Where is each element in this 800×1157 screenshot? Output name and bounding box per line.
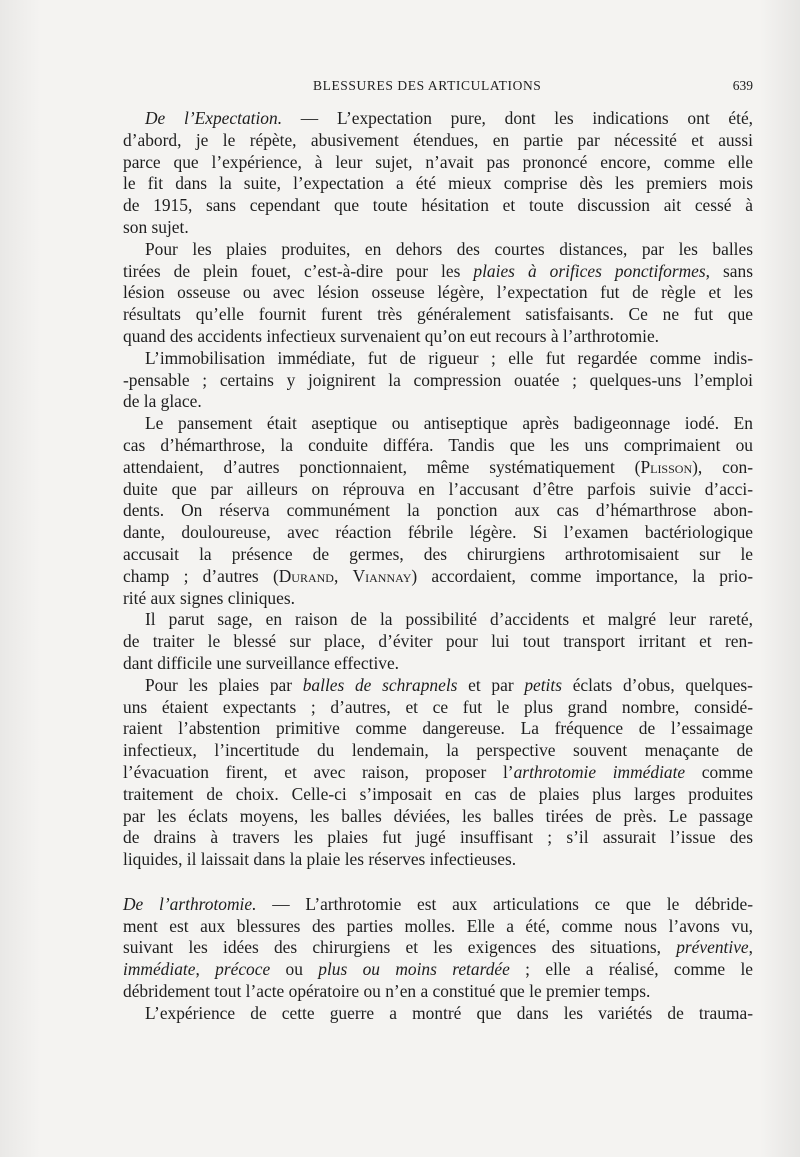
text-line: De l’Expectation. — L’expectation pure, dont les indications ont été,: [145, 108, 754, 128]
text-line: résultats qu’elle fournit furent très généralement satisfaisants. Ce ne fut que: [123, 304, 753, 325]
text-line: ment est aux blessures des parties molles. Elle a été, comme nous l’avons vu,: [123, 915, 753, 936]
section-heading-arthrotomie: De l’arthrotomie.: [123, 893, 257, 914]
text-line: quand des accidents infectieux survenaient qu’on eut recours à l’arthrotomie.: [123, 325, 660, 346]
text-line: dents. On réserva communément la ponction aux cas d’hémarthrose abon-: [123, 500, 753, 521]
page-number: 639: [732, 78, 753, 93]
emphasis: plaies à orifices ponctiformes: [473, 260, 706, 281]
text-line: L’expérience de cette guerre a montré que dans les variétés de trauma-: [145, 1002, 753, 1023]
text-line: de 1915, sans cependant que toute hésitation et toute discussion ait cessé à: [123, 195, 753, 216]
text-line: uns étaient expectants ; d’autres, et ce fut le plus grand nombre, considé-: [123, 696, 753, 717]
text-line: De l’arthrotomie. — L’arthrotomie est aux articulations ce que le débride-: [123, 893, 753, 914]
text-line: accusait la présence de germes, des chirurgiens arthrotomisaient sur le: [123, 543, 753, 564]
emphasis: préventive: [676, 937, 749, 958]
text-line: immédiate, précoce ou plus ou moins retardée ; elle a réalisé, comme le: [123, 959, 753, 980]
text-line: dante, douloureuse, avec réaction fébrile légère. Si l’examen bactériologique: [123, 522, 753, 543]
text-line: tirées de plein fouet, c’est-à-dire pour les plaies à orifices ponctiformes, sans: [123, 260, 753, 281]
author-name: Viannay: [352, 565, 412, 586]
text-line: débridement tout l’acte opératoire ou n’en a constitué que le premier temps.: [123, 981, 651, 1002]
text-line: champ ; d’autres (Durand, Viannay) accordaient, comme importance, la prio-: [123, 565, 753, 586]
emphasis: plus ou moins retardée: [318, 959, 510, 980]
emphasis: immédiate: [123, 959, 196, 980]
body-text: [123, 108, 753, 1025]
text-line: attendaient, d’autres ponctionnaient, même systématiquement (Plisson), con-: [123, 456, 754, 477]
text-line: Pour les plaies produites, en dehors des courtes distances, par les balles: [145, 238, 753, 259]
text-line: cas d’hémarthrose, la conduite différa. Tandis que les uns comprimaient ou: [123, 434, 753, 455]
text-line: de la glace.: [123, 391, 202, 412]
text-line: par les éclats moyens, les balles déviées, les balles tirées de près. Le passage: [123, 805, 753, 826]
text-line: suivant les idées des chirurgiens et les exigences des situations, préventive,: [123, 937, 753, 958]
emphasis: balles de schrapnels: [302, 674, 458, 695]
text-line: Pour les plaies par balles de schrapnels et par petits éclats d’obus, quelques-: [145, 674, 753, 695]
text-line: de traiter le blessé sur place, d’éviter pour lui tout transport irritant et ren-: [123, 631, 753, 652]
text-line: traitement de choix. Celle-ci s’imposait en cas de plaies plus larges produites: [123, 783, 753, 804]
text-line: L’immobilisation immédiate, fut de rigueur ; elle fut regardée comme indis-: [145, 347, 753, 368]
text-line: Le pansement était aseptique ou antiseptique après badigeonnage iodé. En: [145, 413, 753, 434]
emphasis: arthrotomie immédiate: [513, 761, 686, 782]
running-head: BLESSURES DES ARTICULATIONS: [313, 78, 542, 93]
text-line: lésion osseuse ou avec lésion osseuse légère, l’expectation fut de règle et les: [123, 282, 753, 303]
text-line: dant difficile une surveillance effective.: [123, 652, 400, 673]
author-name: Plisson: [640, 456, 693, 477]
text-line: infectieux, l’incertitude du lendemain, la perspective souvent menaçante de: [123, 740, 753, 761]
emphasis: précoce: [215, 959, 271, 980]
emphasis: petits: [524, 674, 562, 695]
text-line: l’évacuation firent, et avec raison, proposer l’arthrotomie immédiate comme: [123, 761, 753, 782]
text-line: -pensable ; certains y joignirent la compression ouatée ; quelques-uns l’emploi: [123, 369, 753, 390]
text-line: le fit dans la suite, l’expectation a été mieux comprise dès les premiers mois: [123, 173, 753, 194]
section-gap: [123, 871, 753, 894]
text-line: rité aux signes cliniques.: [123, 587, 295, 608]
text-line: d’abord, je le répète, abusivement étendues, en partie par nécessité et aussi: [123, 129, 753, 150]
text-line: Il parut sage, en raison de la possibilité d’accidents et malgré leur rareté,: [145, 609, 753, 630]
page-header: [123, 78, 753, 98]
text-line: son sujet.: [123, 216, 189, 237]
author-name: Durand: [278, 565, 334, 586]
text-line: de drains à travers les plaies fut jugé insuffisant ; s’il assurait l’issue des: [123, 827, 753, 848]
section-heading-expectation: De l’Expectation.: [145, 108, 283, 128]
text-line: duite que par ailleurs on réprouva en l’accusant d’être parfois suivie d’acci-: [123, 478, 753, 499]
text-line: liquides, il laissait dans la plaie les réserves infectieuses.: [123, 849, 517, 870]
text-line: raient l’abstention primitive comme dangereuse. La fréquence de l’essaimage: [123, 718, 753, 739]
text-line: parce que l’expérience, à leur sujet, n’avait pas prononcé encore, comme elle: [123, 151, 753, 172]
